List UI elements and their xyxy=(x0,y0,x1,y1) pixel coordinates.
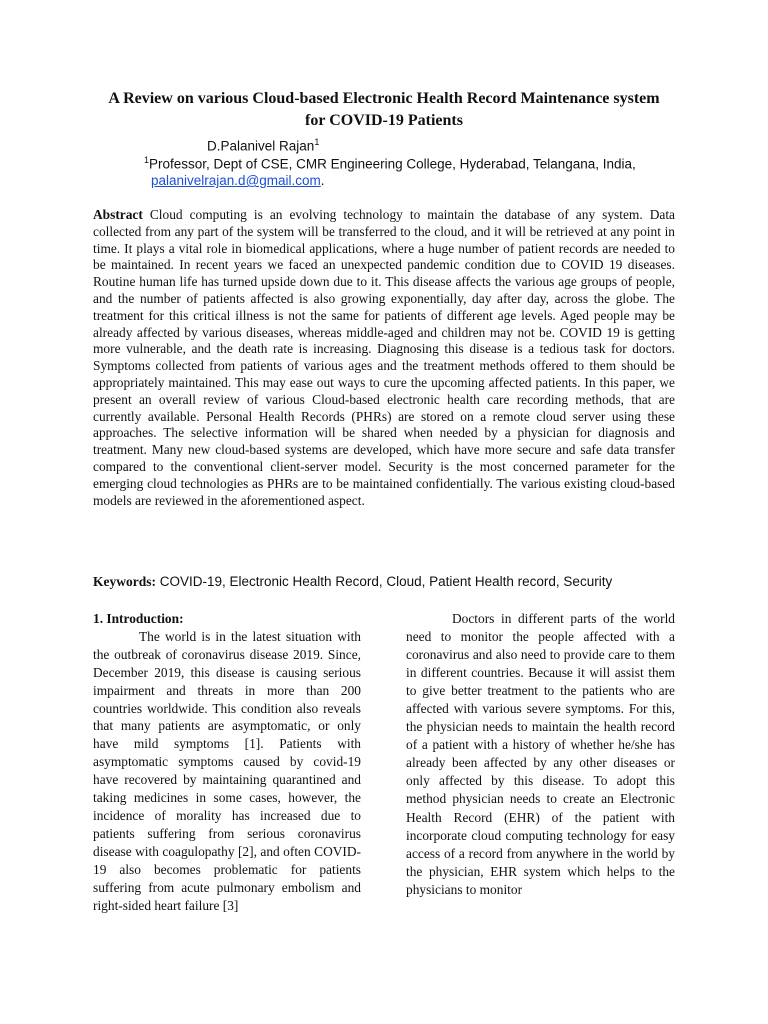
affiliation-line xyxy=(144,155,636,172)
abstract-label: Abstract xyxy=(93,207,143,222)
email-line xyxy=(151,173,325,188)
keywords-text: COVID-19, Electronic Health Record, Cloud, Patient Health record, Security xyxy=(156,574,613,589)
right-column xyxy=(406,610,675,899)
paper-title: A Review on various Cloud-based Electronic Health Record Maintenance system for COVID-19 Patients xyxy=(108,90,660,129)
abstract xyxy=(93,207,675,509)
author-superscript: 1 xyxy=(314,137,320,147)
intro-paragraph-right: Doctors in different parts of the world need to monitor the people affected with a coronavirus and also need to provide care to them in different countries. Because it will assist them to give better treatment to the patients who are affected with various severe symptoms. For this, the physician needs to maintain the health record of a patient with a history of whether he/she has already been affected by any other diseases or only affected by this disease. To adopt this method physician needs to create an Electronic Health Record (EHR) of the patient with incorporate cloud computing technology for easy access of a record from anywhere in the world by the physician, EHR system which helps to the physicians to monitor xyxy=(406,611,675,897)
keywords-label: Keywords: xyxy=(93,574,156,589)
affiliation-text: Professor, Dept of CSE, CMR Engineering College, Hyderabad, Telangana, India, xyxy=(149,156,636,172)
abstract-text: Cloud computing is an evolving technology to maintain the database of any system. Data collected from any part of the system will be transferred to the cloud, and it will be retrieved at any point in time. It plays a vital role in biomedical applications, where a huge number of patient records are needed to be maintained. In recent years we faced an unexpected pandemic condition due to COVID 19 diseases. Routine human life has turned upside down due to it. This disease affects the various age groups of people, and the number of patients affected is also growing exponentially, day after day, across the globe. The treatment for this critical illness is not the same for patients of different age levels. Aged people may be already affected by various diseases, whereas middle-aged and children may not be. COVID 19 is getting more vulnerable, and the death rate is increasing. Diagnosing this disease is a tedious task for doctors. Symptoms collected from patients of various ages and the treatment methods offered to them should be appropriately maintained. This may ease out ways to cure the upcoming affected patients. In this paper, we present an overall review of various Cloud-based electronic health care recording methods, that are currently available. Personal Health Records (PHRs) are stored on a remote cloud server using these approaches. The selective information will be shared when needed by a physician for diagnosis and treatment. Many new cloud-based systems are developed, which have more secure and safe data transfer compared to the conventional client-server model. Security is the most concerned parameter for the emerging cloud technologies as PHRs are to be maintained confidentially. The various existing cloud-based models are reviewed in the aforementioned aspect. xyxy=(93,207,675,508)
section-heading: 1. Introduction: xyxy=(93,611,184,626)
author-name: D.Palanivel Rajan xyxy=(207,138,315,154)
affiliation-superscript: 1 xyxy=(144,155,150,165)
email-suffix: . xyxy=(320,173,325,188)
author-line xyxy=(207,137,319,154)
email-link[interactable]: palanivelrajan.d@gmail.com xyxy=(151,173,321,188)
keywords xyxy=(93,574,675,590)
intro-paragraph-left: The world is in the latest situation with the outbreak of coronavirus disease 2019. Since, December 2019, this disease is causing serious impairment and threats in more than 200 countries worldwide. This condition also reveals that many patients are asymptomatic, or only have mild symptoms [1]. Patients with asymptomatic symptoms caused by covid-19 have recovered by maintaining quarantined and taking medicines in some cases, however, the incidence of morality has increased due to patients suffering from serious coronavirus disease with coagulopathy [2], and often COVID-19 also becomes problematic for patients suffering from acute pulmonary embolism and right-sided heart failure [3] xyxy=(93,628,361,913)
left-column xyxy=(93,610,361,914)
